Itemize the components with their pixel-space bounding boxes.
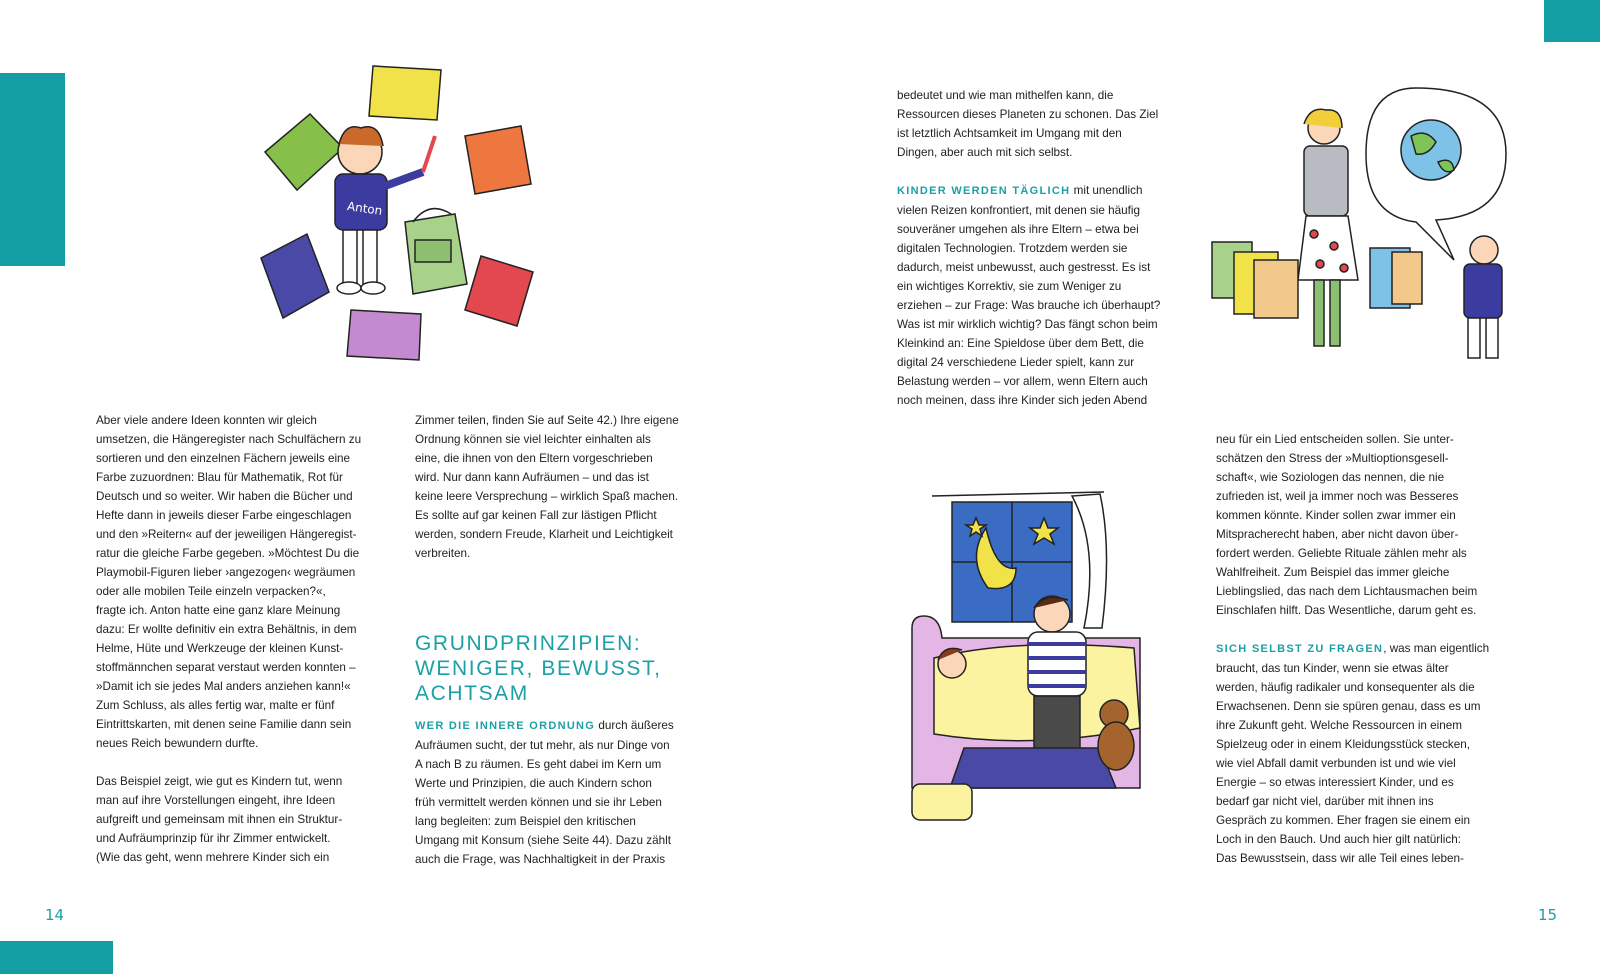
left-page-column-1 (96, 411, 396, 867)
left-page-column-2 (415, 411, 715, 563)
paragraph-text: durch äußeres Aufräumen sucht, der tut mehr, als nur Dinge von A nach B zu räumen. Es geht dabei im Kern um Werte und Prinzipien, die auch Kindern schon früh vermittelt werden können und sie ihr Leben lang begleiten: zum Beispiel den kritischen Umgang mit Konsum (siehe Seite 44). Dazu zählt auch die Frage, was Nachhaltigkeit in der Praxis (415, 719, 674, 866)
anton-books-illustration (255, 62, 555, 372)
blue-book (261, 234, 329, 318)
right-page-column-1 (897, 86, 1197, 410)
page-number-left: 14 (45, 906, 65, 924)
paragraph: neu für ein Lied entscheiden sollen. Sie unter- schätzen den Stress der »Multioptionsgesell- schaft«, wie Soziologen das nennen, die nie zufrieden ist, weil ja immer noch was Besseres kommen könnte. Kinder sollen zwar immer ein Mitspracherecht haben, aber nicht davon über- fordert werden. Geliebte Rituale zählen mehr als Wahlfreiheit. Zum Beispiel das immer gleiche Lieblingslied, das nach dem Lichtausmachen beim Einschlafen hilft. Das Wesentliche, darum geht es. (1216, 433, 1478, 617)
green-book (265, 114, 343, 190)
accent-tab-left-top (0, 73, 65, 266)
paragraph (415, 716, 715, 869)
yellow-book (369, 66, 441, 120)
anton-shirt-label: Anton (346, 199, 384, 218)
purple-book (347, 310, 421, 360)
child-coat (1464, 264, 1502, 318)
left-page-column-2-lower (415, 716, 715, 869)
curtain (1072, 494, 1107, 628)
toy-cradle (912, 784, 972, 820)
paragraph-text: mit unendlich vielen Reizen konfrontiert, mit denen sie häufig souveräner umgehen als ihre Eltern – etwa bei digitalen Technologien. Trotzdem werden sie dadurch, meist unbewusst, auch gestresst. Es ist ein wichtiges Korrektiv, sie zum Weniger zu erziehen – zur Frage: Was brauche ich überhaupt? Was ist mir wirklich wichtig? Das fängt schon beim Kleinkind an: Eine Spieldose über dem Bett, die digital 24 verschiedene Lieder spielt, kann zur Belastung werden – vor allem, wenn Eltern auch noch meinen, dass ihre Kinder sich jeden Abend (897, 184, 1161, 407)
red-book (465, 256, 533, 326)
paragraph-text: , was man eigentlich braucht, das tun Kinder, wenn sie etwas älter werden, häufig radikaler und konsequenter als die Erwachsenen. Denn sie spüren genau, dass es um ihre Zukunft geht. Welche Ressourcen in einem Spielzeug oder in einem Kleidungsstück stecken, wie viel Abfall damit verbunden ist und wie viel Energie – so etwas interessiert Kinder, und es bedarf gar nicht viel, darüber mit ihnen ins Gespräch zu kommen. Eher fragen sie einem ein Loch in den Bauch. Und auch hier gilt natürlich: Das Bewusstsein, dass wir alle Teil eines leben- (1216, 642, 1490, 865)
rug (950, 748, 1116, 788)
mother-skirt (1298, 216, 1358, 280)
lead-in: SICH SELBST ZU FRAGEN (1216, 643, 1384, 655)
paragraph: Aber viele andere Ideen konnten wir gleich umsetzen, die Hängeregister nach Schulfächern zu sortieren und den einzelnen Fächern jeweils eine Farbe zuzuordnen: Blau für Mathematik, Rot für Deutsch und so weiter. Wir haben die Bücher und Hefte dann in jeweils dieser Farbe eingeschlagen und den »Reitern« auf der jeweiligen Hängeregist- ratur die gleiche Farbe gegeben. »Möchtest Du die Playmobil-Figuren lieber ›angezogen‹ wegräumen oder alle mobilen Teile einzeln verpacken?«, fragte ich. Anton hatte eine ganz klare Meinung dazu: Er wollte definitiv ein extra Behältnis, in dem Helme, Hüte und Werkzeuge der kleinen Kunst- stoffmännchen separat verstaut werden konnten – »Damit ich sie jedes Mal anders anziehen kann!« Zum Schluss, als alles fertig war, malte er fünf Eintrittskarten, mit denen seine Familie dann sein neues Reich bewundern durfte. (96, 414, 362, 750)
mother-jacket (1304, 146, 1348, 216)
shopping-globe-illustration (1206, 84, 1516, 374)
paragraph (1216, 639, 1526, 868)
paragraph (897, 181, 1197, 410)
bedtime-illustration (904, 488, 1164, 828)
page-number-right: 15 (1538, 906, 1558, 924)
right-page-column-2 (1216, 430, 1526, 868)
shopping-bag-orange (1254, 260, 1298, 318)
lead-in: KINDER WERDEN TÄGLICH (897, 185, 1071, 197)
accent-tab-right-top (1544, 0, 1600, 42)
paragraph: Das Beispiel zeigt, wie gut es Kindern tut, wenn man auf ihre Vorstellungen eingeht, ihre Ideen aufgreift und gemeinsam mit ihnen ein Struktur- und Aufräumprinzip für ihr Zimmer entwickelt. (Wie das geht, wenn mehrere Kinder sich ein (96, 775, 343, 864)
orange-book (465, 126, 531, 194)
lead-in: WER DIE INNERE ORDNUNG (415, 720, 596, 732)
paragraph: Zimmer teilen, finden Sie auf Seite 42.) Ihre eigene Ordnung können sie viel leichter einhalten als eine, die ihnen von den Eltern vorgeschrieben wird. Nur dann kann Aufräumen – und das ist keine leere Versprechung – wirklich Spaß machen. Es sollte auf gar keinen Fall zur lästigen Pflicht werden, sondern Freude, Klarheit und Leichtigkeit verbreiten. (415, 414, 679, 560)
section-heading: GRUNDPRINZIPIEN: WENIGER, BEWUSST, ACHTSAM (415, 632, 662, 706)
accent-tab-left-bottom (0, 941, 113, 974)
paragraph: bedeutet und wie man mithelfen kann, die Ressourcen dieses Planeten zu schonen. Das Ziel ist letztlich Achtsamkeit im Umgang mit den Dingen, aber auch mit sich selbst. (897, 89, 1159, 159)
